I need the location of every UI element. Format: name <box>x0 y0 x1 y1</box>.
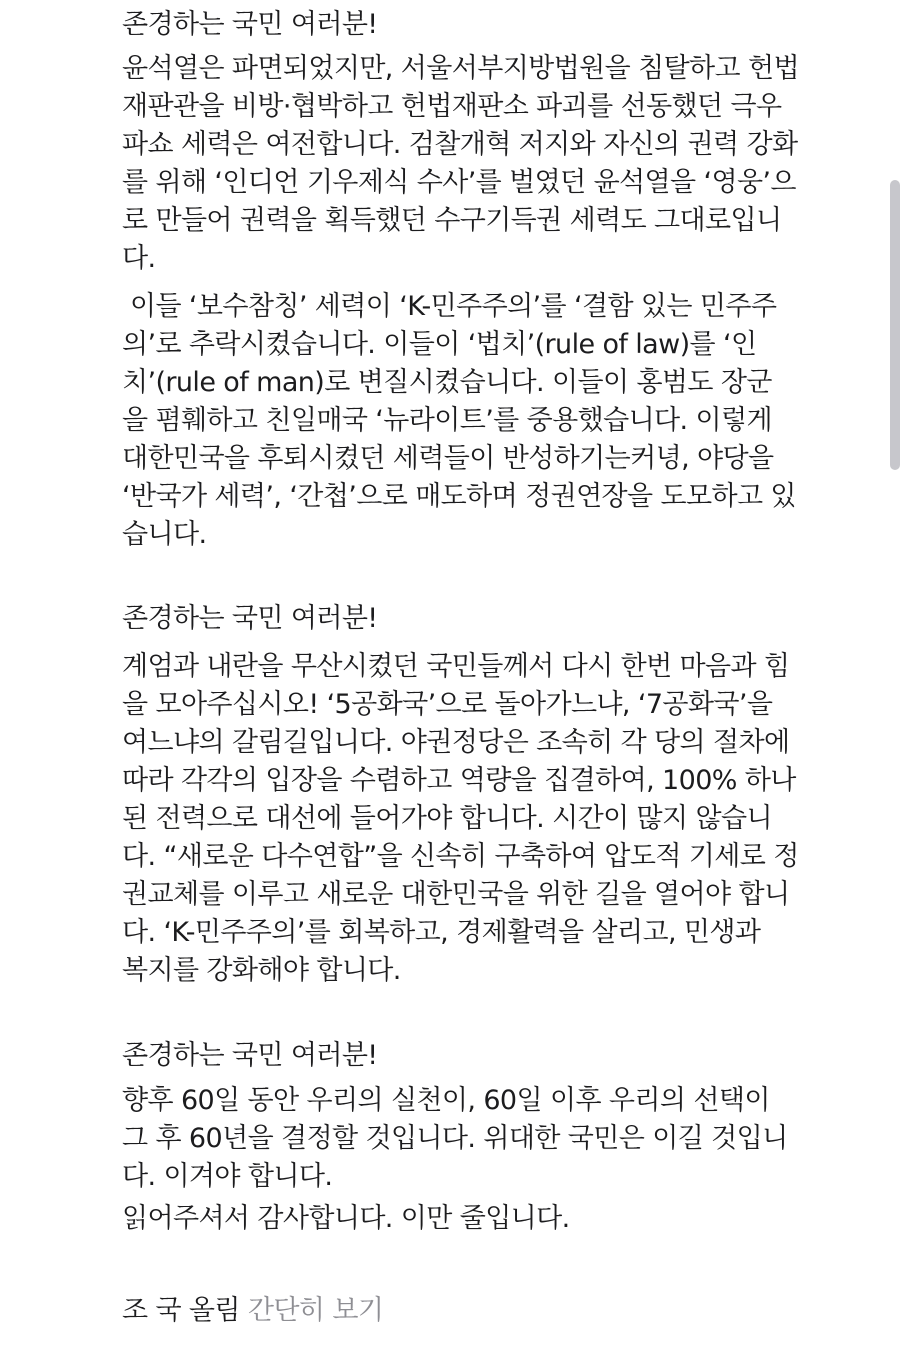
text-line: 읽어주셔서 감사합니다. 이만 줄입니다. <box>122 1203 570 1234</box>
text-line: ‘반국가 세력’, ‘간첩’으로 매도하며 정권연장을 도모하고 있 <box>122 481 796 512</box>
text-line: 윤석열은 파면되었지만, 서울서부지방법원을 침탈하고 헌법 <box>122 53 799 84</box>
text-line: 을 모아주십시오! ‘5공화국’으로 돌아가느냐, ‘7공화국’을 <box>122 689 773 720</box>
text-line: 치’(rule of man)로 변질시켰습니다. 이들이 홍범도 장군 <box>122 367 772 398</box>
text-line: 다. ‘K-민주주의’를 회복하고, 경제활력을 살리고, 민생과 <box>122 917 761 948</box>
greeting-heading: 존경하는 국민 여러분! <box>122 1040 378 1071</box>
paragraph-4 <box>122 1082 788 1196</box>
text-line: 권교체를 이루고 새로운 대한민국을 위한 길을 열어야 합니 <box>122 879 790 910</box>
paragraph-2 <box>122 288 796 554</box>
text-line: 계엄과 내란을 무산시켰던 국민들께서 다시 한번 마음과 힘 <box>122 651 790 682</box>
signature: 조 국 올림 <box>122 1295 240 1326</box>
text-line: 이들 ‘보수참칭’ 세력이 ‘K-민주주의’를 ‘결함 있는 민주주 <box>122 291 777 322</box>
text-line: 복지를 강화해야 합니다. <box>122 955 401 986</box>
text-line: 를 위해 ‘인디언 기우제식 수사’를 벌였던 윤석열을 ‘영웅’으 <box>122 167 796 198</box>
text-line: 향후 60일 동안 우리의 실천이, 60일 이후 우리의 선택이 <box>122 1085 770 1116</box>
text-line: 된 전력으로 대선에 들어가야 합니다. 시간이 많지 않습니 <box>122 803 772 834</box>
greeting-heading: 존경하는 국민 여러분! <box>122 9 378 40</box>
text-line: 로 만들어 권력을 획득했던 수구기득권 세력도 그대로입니 <box>122 205 782 236</box>
text-line: 의’로 추락시켰습니다. 이들이 ‘법치’(rule of law)를 ‘인 <box>122 329 757 360</box>
text-line: 재판관을 비방·협박하고 헌법재판소 파괴를 선동했던 극우 <box>122 91 782 122</box>
see-less-link[interactable]: 간단히 보기 <box>247 1295 384 1326</box>
scrollbar-thumb[interactable] <box>890 180 900 470</box>
greeting-heading: 존경하는 국민 여러분! <box>122 603 378 634</box>
text-line: 을 폄훼하고 친일매국 ‘뉴라이트’를 중용했습니다. 이렇게 <box>122 405 772 436</box>
text-line: 대한민국을 후퇴시켰던 세력들이 반성하기는커녕, 야당을 <box>122 443 774 474</box>
text-line: 여느냐의 갈림길입니다. 야권정당은 조속히 각 당의 절차에 <box>122 727 790 758</box>
post-footer <box>122 1292 383 1330</box>
text-line: 따라 각각의 입장을 수렴하고 역량을 집결하여, 100% 하나 <box>122 765 796 796</box>
text-line: 다. <box>122 243 156 274</box>
text-line: 다. “새로운 다수연합”을 신속히 구축하여 압도적 기세로 정 <box>122 841 799 872</box>
paragraph-5 <box>122 1200 570 1238</box>
text-line: 파쇼 세력은 여전합니다. 검찰개혁 저지와 자신의 권력 강화 <box>122 129 798 160</box>
text-line: 습니다. <box>122 519 207 550</box>
text-line: 그 후 60년을 결정할 것입니다. 위대한 국민은 이길 것입니 <box>122 1123 788 1154</box>
text-line: 다. 이겨야 합니다. <box>122 1161 333 1192</box>
paragraph-1 <box>122 50 799 278</box>
paragraph-3 <box>122 648 799 990</box>
